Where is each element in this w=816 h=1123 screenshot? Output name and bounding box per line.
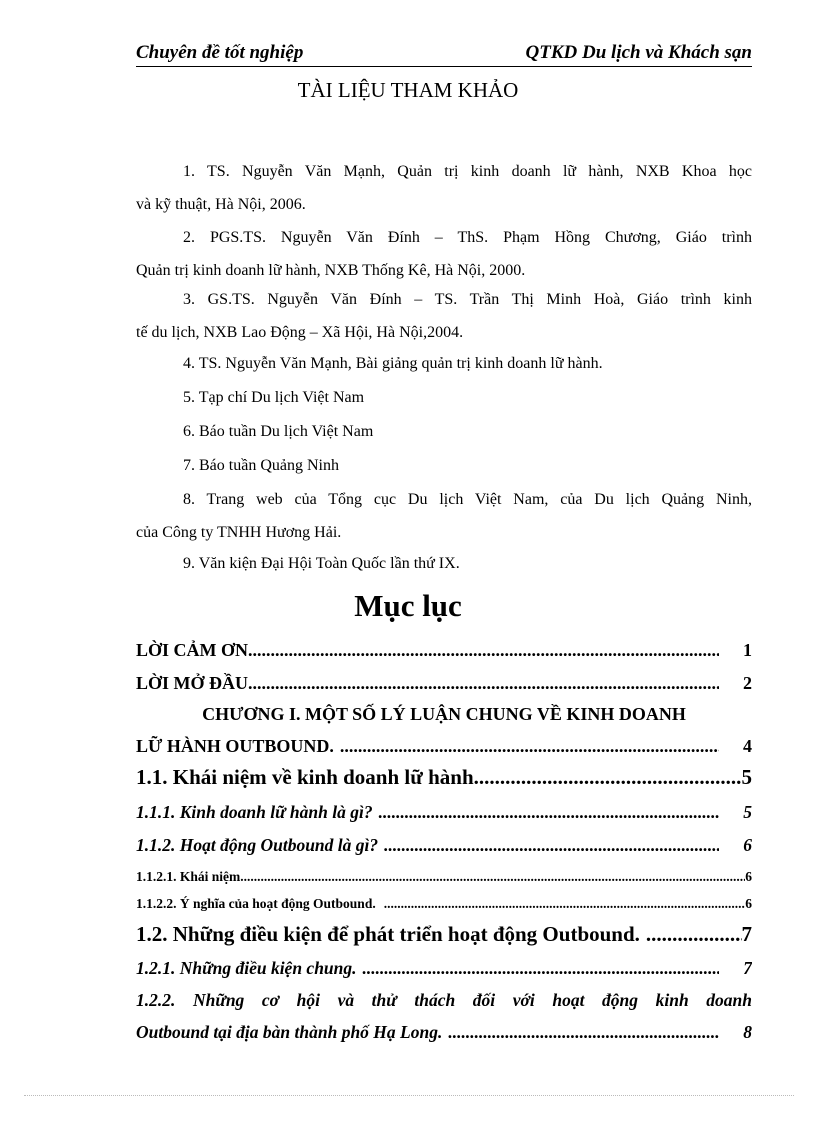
toc-page-number: 4 bbox=[743, 736, 752, 756]
toc-label: 1.1.2. Hoạt động Outbound là gì? bbox=[136, 835, 379, 855]
toc-label: 1.2.1. Những điều kiện chung. bbox=[136, 958, 357, 978]
toc-entry-1-1-2[interactable] bbox=[136, 835, 752, 856]
page-footer-rule bbox=[24, 1095, 794, 1096]
reference-item-3 bbox=[136, 283, 752, 349]
toc-label: 1.2. Những điều kiện để phát triển hoạt động Outbound. bbox=[136, 922, 640, 946]
toc-entry-1-1[interactable] bbox=[136, 765, 752, 790]
toc-leader bbox=[373, 802, 720, 823]
toc-page-number: 6 bbox=[745, 869, 752, 884]
toc-entry-1-1-2-2[interactable] bbox=[136, 896, 752, 912]
toc-label: 1.1.2.2. Ý nghĩa của hoạt động Outbound. bbox=[136, 896, 376, 911]
toc-page-number: 6 bbox=[743, 835, 752, 855]
toc-label: 1.1. Khái niệm về kinh doanh lữ hành. bbox=[136, 765, 479, 789]
header-rule bbox=[136, 66, 752, 67]
toc-entry-1-2[interactable] bbox=[136, 922, 752, 947]
toc-leader bbox=[442, 1022, 719, 1043]
toc-entry-1-2-2-line2[interactable] bbox=[136, 1022, 752, 1043]
toc-label: LỮ HÀNH OUTBOUND. bbox=[136, 736, 334, 756]
reference-1-line2: và kỹ thuật, Hà Nội, 2006. bbox=[136, 196, 306, 213]
toc-leader bbox=[378, 835, 719, 856]
reference-2-line1: 2. PGS.TS. Nguyễn Văn Đính – ThS. Phạm Hồng Chương, Giáo trình bbox=[183, 229, 752, 246]
toc-page-number: 2 bbox=[743, 673, 752, 693]
references-title: TÀI LIỆU THAM KHẢO bbox=[297, 78, 519, 102]
toc-leader bbox=[640, 922, 742, 947]
toc-entry-loi-mo-dau[interactable] bbox=[136, 673, 752, 694]
toc-leader bbox=[376, 896, 746, 912]
reference-1-line1: 1. TS. Nguyễn Văn Mạnh, Quản trị kinh doanh lữ hành, NXB Khoa học bbox=[183, 163, 752, 180]
toc-label: Outbound tại địa bàn thành phố Hạ Long. bbox=[136, 1022, 443, 1042]
header-right: QTKD Du lịch và Khách sạn bbox=[525, 42, 752, 63]
toc-leader bbox=[244, 869, 746, 885]
toc-entry-1-2-2[interactable] bbox=[136, 990, 752, 1011]
toc-entry-loi-cam-on[interactable] bbox=[136, 640, 752, 661]
reference-item-5: 5. Tạp chí Du lịch Việt Nam bbox=[183, 389, 365, 406]
reference-item-2 bbox=[136, 221, 752, 287]
toc-page-number: 7 bbox=[741, 922, 752, 946]
toc-leader bbox=[248, 640, 719, 661]
toc-entry-chuong-1-line2[interactable] bbox=[136, 736, 752, 757]
toc-label: 1.1.1. Kinh doanh lữ hành là gì? bbox=[136, 802, 373, 822]
reference-item-7: 7. Báo tuần Quảng Ninh bbox=[183, 457, 339, 474]
toc-entry-1-2-1[interactable] bbox=[136, 958, 752, 979]
toc-title: Mục lục bbox=[354, 588, 462, 623]
reference-item-4: 4. TS. Nguyễn Văn Mạnh, Bài giảng quản trị kinh doanh lữ hành. bbox=[183, 355, 603, 372]
toc-leader bbox=[248, 673, 719, 694]
toc-page-number: 1 bbox=[743, 640, 752, 660]
toc-page-number: 7 bbox=[743, 958, 752, 978]
toc-entry-1-1-2-1[interactable] bbox=[136, 869, 752, 885]
reference-item-8 bbox=[136, 483, 752, 549]
reference-item-1 bbox=[136, 155, 752, 221]
toc-label: LỜI CẢM ƠN bbox=[136, 640, 248, 660]
toc-page-number: 6 bbox=[745, 896, 752, 911]
toc-entry-chuong-1[interactable] bbox=[136, 704, 752, 725]
toc-label: 1.1.2.1. Khái niệm. bbox=[136, 869, 244, 884]
toc-page-number: 5 bbox=[743, 802, 752, 822]
toc-leader bbox=[479, 765, 742, 790]
toc-chapter-line1: CHƯƠNG I. MỘT SỐ LÝ LUẬN CHUNG VỀ KINH DOANH bbox=[202, 704, 686, 724]
toc-entry-1-1-1[interactable] bbox=[136, 802, 752, 823]
reference-2-line2: Quản trị kinh doanh lữ hành, NXB Thống Kê, Hà Nội, 2000. bbox=[136, 262, 526, 279]
reference-3-line2: tế du lịch, NXB Lao Động – Xã Hội, Hà Nội,2004. bbox=[136, 324, 464, 341]
toc-leader bbox=[357, 958, 720, 979]
header-left: Chuyên đề tốt nghiệp bbox=[136, 42, 304, 63]
reference-8-line2: của Công ty TNHH Hương Hải. bbox=[136, 524, 342, 541]
toc-page-number: 8 bbox=[743, 1022, 752, 1042]
toc-label: LỜI MỞ ĐẦU bbox=[136, 673, 248, 693]
toc-leader bbox=[334, 736, 719, 757]
reference-8-line1: 8. Trang web của Tổng cục Du lịch Việt Nam, của Du lịch Quảng Ninh, bbox=[183, 491, 752, 508]
toc-section-line1: 1.2.2. Những cơ hội và thử thách đối với hoạt động kinh doanh bbox=[136, 990, 752, 1010]
reference-item-6: 6. Báo tuần Du lịch Việt Nam bbox=[183, 423, 374, 440]
reference-3-line1: 3. GS.TS. Nguyễn Văn Đính – TS. Trần Thị Minh Hoà, Giáo trình kinh bbox=[183, 291, 752, 308]
toc-page-number: 5 bbox=[741, 765, 752, 789]
reference-item-9: 9. Văn kiện Đại Hội Toàn Quốc lần thứ IX. bbox=[183, 555, 460, 572]
